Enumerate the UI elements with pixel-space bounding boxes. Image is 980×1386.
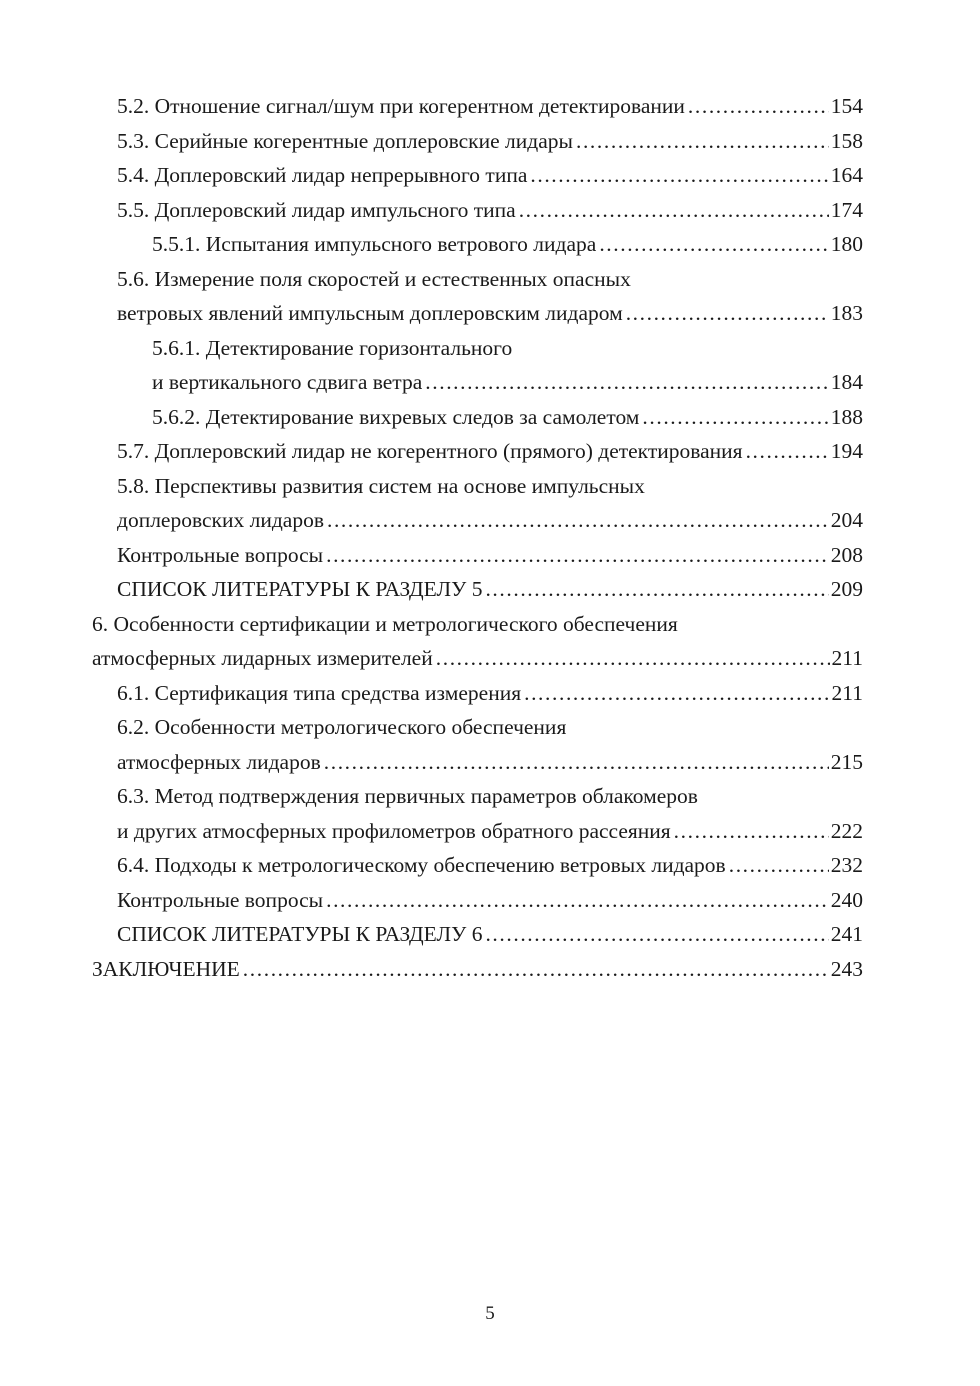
toc-entry[interactable]	[92, 676, 863, 711]
toc-entry-line1[interactable]	[92, 607, 863, 642]
dot-leader	[436, 641, 830, 676]
toc-entry-title: 5.6.2. Детектирование вихревых следов за самолетом	[152, 404, 640, 429]
toc-entry-line1[interactable]	[92, 262, 863, 297]
toc-entry-page: 240	[830, 887, 863, 912]
toc-entry-line1[interactable]	[92, 469, 863, 504]
toc-entry-page: 209	[830, 577, 863, 601]
dot-leader	[729, 848, 829, 883]
dot-leader	[243, 952, 829, 987]
toc-entry-line2[interactable]	[92, 503, 863, 538]
table-of-contents	[92, 89, 863, 986]
toc-entry-page: 211	[831, 646, 863, 670]
toc-entry-title: 5.6.1. Детектирование горизонтального	[152, 335, 513, 360]
dot-leader	[674, 814, 829, 849]
toc-entry-title: СПИСОК ЛИТЕРАТУРЫ К РАЗДЕЛУ 5	[117, 577, 483, 601]
toc-entry[interactable]	[92, 848, 863, 883]
toc-entry-page: 184	[830, 370, 863, 394]
dot-leader	[599, 227, 828, 262]
dot-leader	[326, 883, 829, 918]
toc-entry[interactable]	[92, 227, 863, 262]
toc-entry-page: 204	[830, 508, 863, 532]
toc-entry-title: 5.5. Доплеровский лидар импульсного типа	[117, 197, 516, 222]
toc-entry-title: 5.7. Доплеровский лидар не когерентного (прямого) детектирования	[117, 439, 743, 463]
dot-leader	[324, 745, 829, 780]
toc-entry-title: Контрольные вопросы	[117, 542, 324, 567]
dot-leader	[425, 365, 828, 400]
toc-entry-title-cont: атмосферных лидаров	[117, 749, 321, 774]
toc-entry-page: 241	[830, 922, 863, 946]
dot-leader	[626, 296, 829, 331]
toc-entry-title: 6.1. Сертификация типа средства измерения	[117, 680, 522, 705]
toc-entry-line1[interactable]	[92, 331, 863, 366]
toc-entry[interactable]	[92, 124, 863, 159]
toc-entry-page: 194	[830, 439, 863, 463]
page-number: 5	[485, 1303, 495, 1324]
toc-entry-title: СПИСОК ЛИТЕРАТУРЫ К РАЗДЕЛУ 6	[117, 922, 483, 946]
toc-entry-page: 211	[831, 680, 863, 705]
dot-leader	[746, 434, 829, 469]
dot-leader	[642, 400, 828, 435]
toc-entry[interactable]	[92, 952, 863, 987]
toc-entry-title: 5.8. Перспективы развития систем на основе импульсных	[117, 473, 645, 498]
toc-entry-title-cont: атмосферных лидарных измерителей	[92, 646, 433, 670]
dot-leader	[530, 158, 828, 193]
toc-entry-title: 5.2. Отношение сигнал/шум при когерентном детектировании	[117, 94, 685, 118]
toc-entry[interactable]	[92, 538, 863, 573]
toc-entry-title: 5.3. Серийные когерентные доплеровские лидары	[117, 128, 573, 153]
toc-entry-title: 5.5.1. Испытания импульсного ветрового лидара	[152, 232, 597, 256]
toc-entry[interactable]	[92, 434, 863, 469]
toc-entry-page: 243	[830, 956, 863, 981]
dot-leader	[485, 917, 828, 952]
dot-leader	[524, 676, 829, 711]
toc-entry-page: 158	[830, 128, 863, 153]
dot-leader	[485, 572, 828, 607]
toc-entry[interactable]	[92, 572, 863, 607]
toc-entry-page: 232	[830, 853, 863, 877]
toc-entry-page: 154	[830, 94, 863, 118]
toc-entry-line2[interactable]	[92, 814, 863, 849]
toc-entry-page: 215	[830, 749, 863, 774]
dot-leader	[688, 89, 829, 124]
toc-entry-title: Контрольные вопросы	[117, 887, 324, 912]
dot-leader	[576, 124, 829, 159]
toc-entry-title-cont: ветровых явлений импульсным доплеровским лидаром	[117, 301, 623, 325]
toc-entry-page: 208	[830, 542, 863, 567]
toc-entry-page: 222	[830, 818, 863, 843]
toc-entry[interactable]	[92, 400, 863, 435]
toc-entry[interactable]	[92, 193, 863, 228]
toc-entry-line1[interactable]	[92, 779, 863, 814]
toc-entry-title: ЗАКЛЮЧЕНИЕ	[92, 956, 240, 981]
toc-entry-line1[interactable]	[92, 710, 863, 745]
toc-entry[interactable]	[92, 89, 863, 124]
toc-entry-line2[interactable]	[92, 296, 863, 331]
toc-entry[interactable]	[92, 883, 863, 918]
toc-entry-line2[interactable]	[92, 745, 863, 780]
toc-entry[interactable]	[92, 917, 863, 952]
toc-entry-title: 5.6. Измерение поля скоростей и естественных опасных	[117, 266, 631, 291]
toc-entry-title-cont: доплеровских лидаров	[117, 508, 324, 532]
toc-entry-page: 183	[830, 301, 863, 325]
toc-entry-title: 6. Особенности сертификации и метрологического обеспечения	[92, 611, 678, 636]
dot-leader	[519, 193, 829, 228]
toc-entry-page: 188	[830, 404, 863, 429]
toc-entry-title: 6.2. Особенности метрологического обеспечения	[117, 715, 567, 739]
toc-entry-title: 5.4. Доплеровский лидар непрерывного типа	[117, 163, 528, 187]
toc-entry-page: 174	[830, 197, 863, 222]
toc-entry-page: 164	[830, 163, 863, 187]
toc-entry-title-cont: и других атмосферных профилометров обратного рассеяния	[117, 818, 671, 843]
toc-entry[interactable]	[92, 158, 863, 193]
toc-entry-page: 180	[830, 232, 863, 256]
toc-entry-line2[interactable]	[92, 641, 863, 676]
toc-entry-title: 6.3. Метод подтверждения первичных параметров облакомеров	[117, 784, 698, 808]
toc-entry-title: 6.4. Подходы к метрологическому обеспечению ветровых лидаров	[117, 853, 726, 877]
toc-entry-line2[interactable]	[92, 365, 863, 400]
dot-leader	[327, 503, 829, 538]
toc-entry-title-cont: и вертикального сдвига ветра	[152, 370, 423, 394]
dot-leader	[326, 538, 829, 573]
